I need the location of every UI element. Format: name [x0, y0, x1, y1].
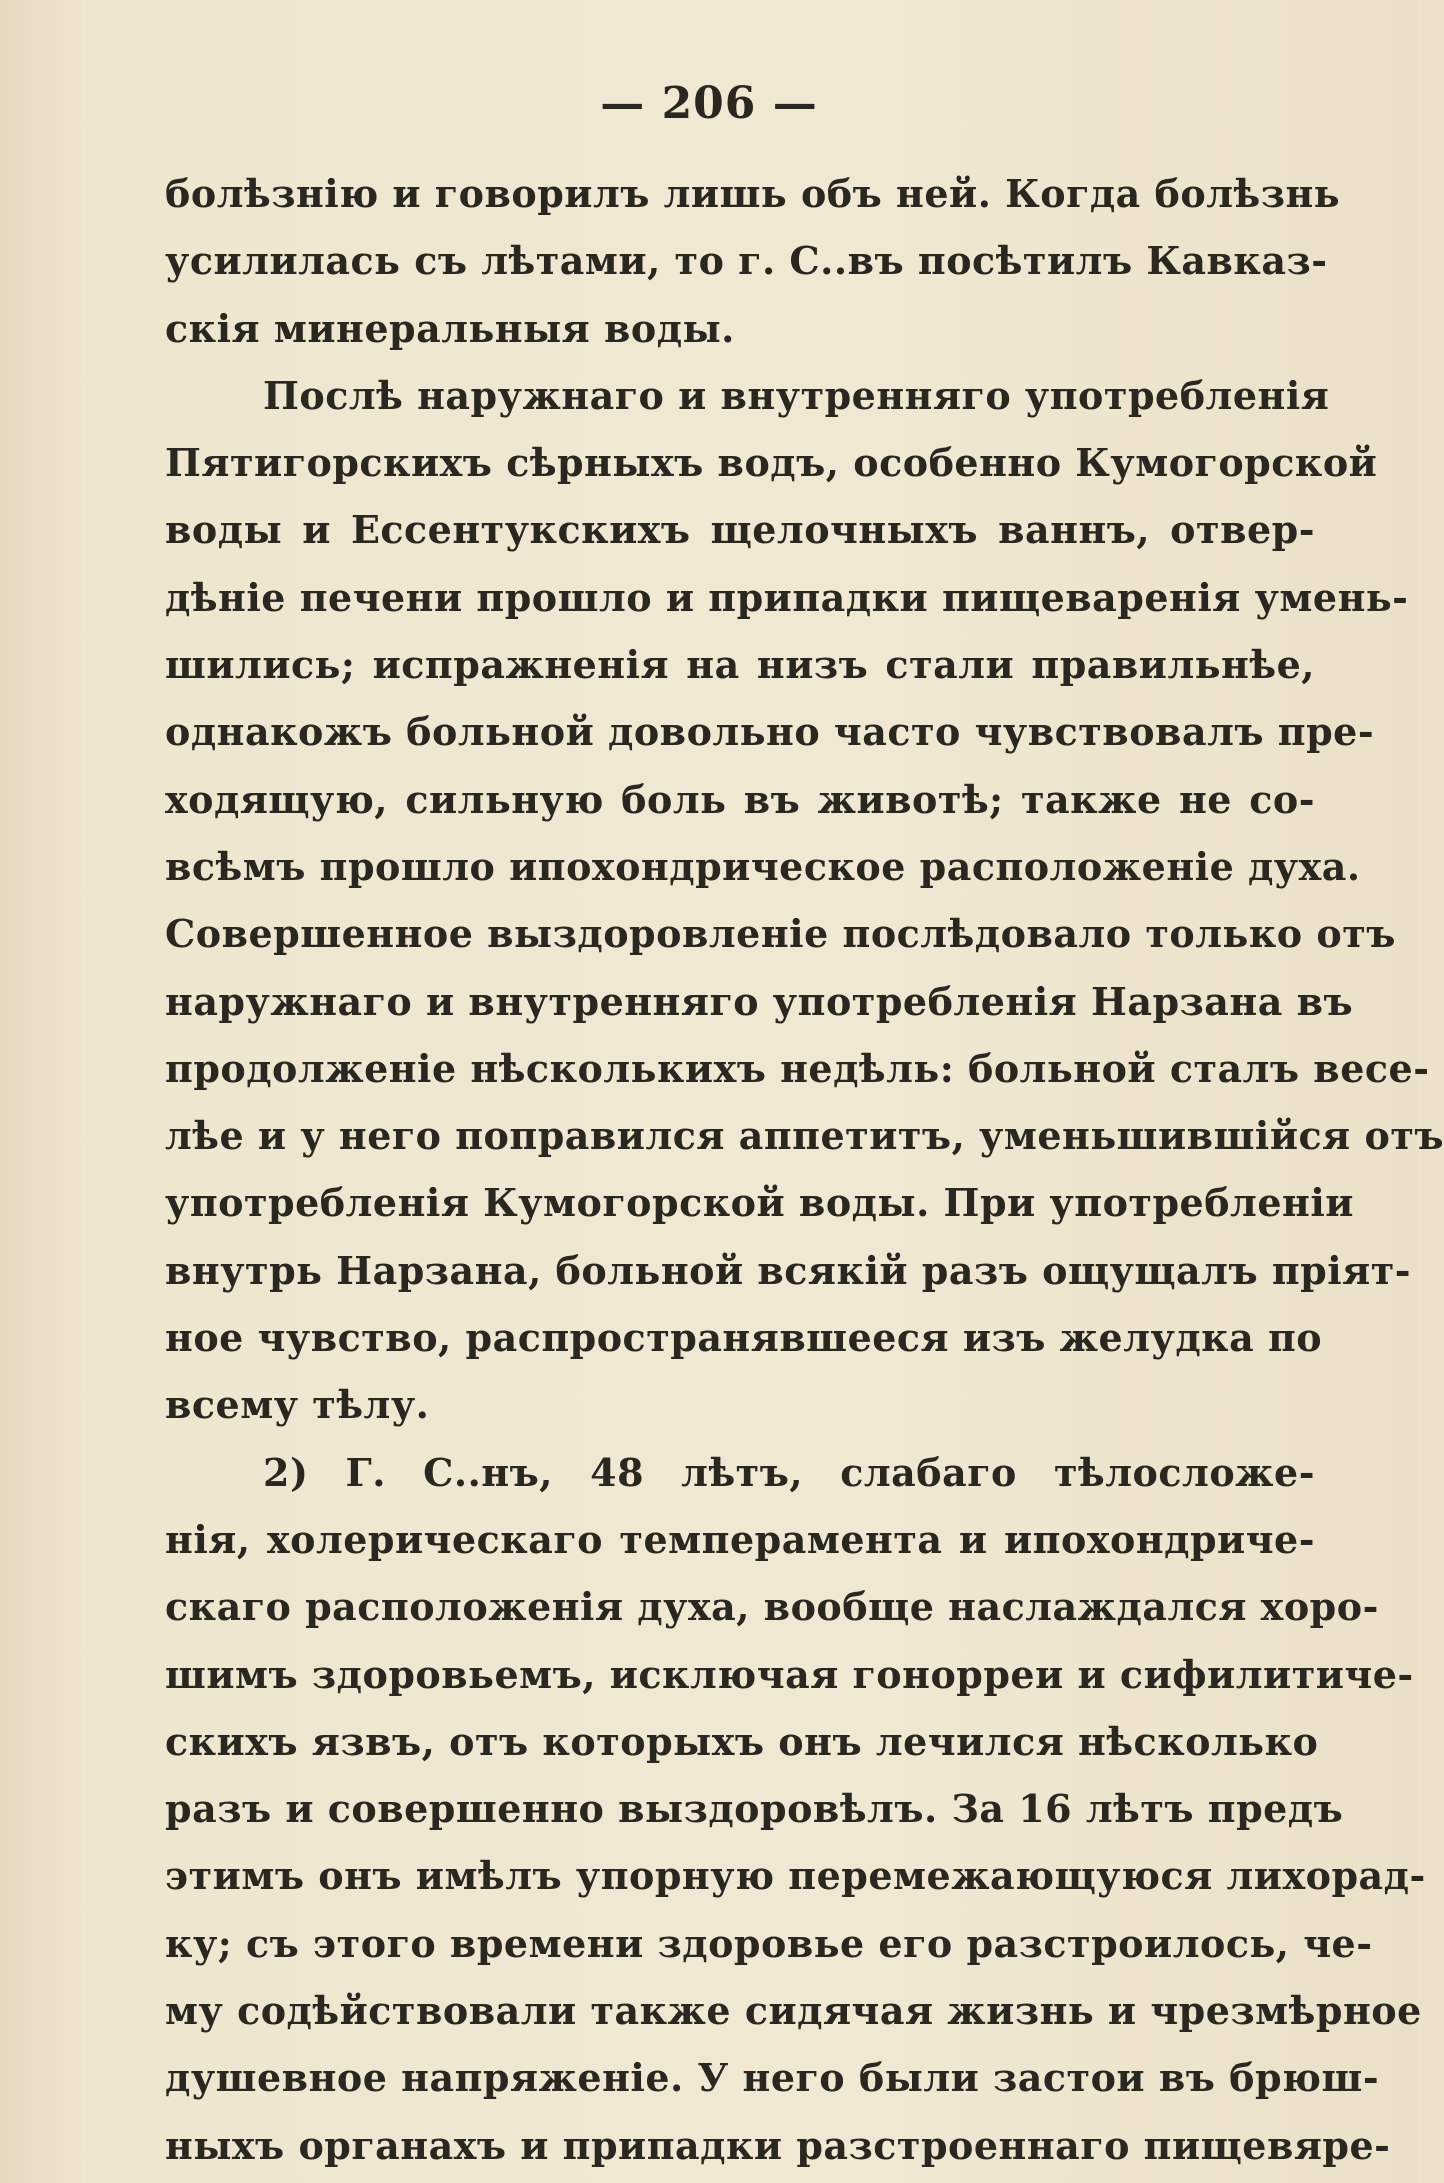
page-number-header: — 206 —: [600, 78, 818, 129]
text-line: скія минеральныя воды.: [165, 305, 735, 351]
text-line: Совершенное выздоровленіе послѣдовало только отъ: [165, 911, 1396, 957]
text-line: му содѣйствовали также сидячая жизнь и чрезмѣрное: [165, 1988, 1422, 2034]
text-line: болѣзнію и говорилъ лишь объ ней. Когда болѣзнь: [165, 171, 1341, 216]
text-line: наружнаго и внутренняго употребленія Нарзана въ: [165, 978, 1354, 1024]
text-line: разъ и совершенно выздоровѣлъ. За 16 лѣтъ предъ: [165, 1786, 1344, 1832]
text-line: шились; испражненія на низъ стали правильнѣе,: [165, 642, 1315, 688]
text-line: лѣе и у него поправился аппетитъ, уменьшившійся отъ: [165, 1113, 1444, 1159]
text-line: нія, холерическаго темперамента и ипохондриче-: [165, 1516, 1315, 1562]
text-line: продолженіе нѣсколькихъ недѣль: больной сталъ весе-: [165, 1045, 1430, 1091]
text-line: ныхъ органахъ и припадки разстроеннаго пищевяре-: [165, 2122, 1391, 2168]
text-line: дѣніе печени прошло и припадки пищеваренія умень-: [165, 574, 1409, 620]
text-line: этимъ онъ имѣлъ упорную перемежающуюся лихорад-: [165, 1853, 1426, 1899]
text-line: употребленія Кумогорской воды. При употребленіи: [165, 1180, 1354, 1226]
text-line: ное чувство, распространявшееся изъ желудка по: [165, 1315, 1323, 1361]
text-line: усилилась съ лѣтами, то г. С..въ посѣтилъ Кавказ-: [165, 238, 1328, 284]
text-line: Пятигорскихъ сѣрныхъ водъ, особенно Кумогорской: [165, 440, 1378, 486]
body-text: [165, 160, 1444, 2179]
text-line: шимъ здоровьемъ, исключая гонорреи и сифилитиче-: [165, 1651, 1414, 1697]
text-line: душевное напряженіе. У него были застои въ брюш-: [165, 2055, 1380, 2101]
text-line: скихъ язвъ, отъ которыхъ онъ лечился нѣсколько: [165, 1718, 1319, 1764]
text-line: ку; съ этого времени здоровье его разстроилось, че-: [165, 1920, 1373, 1966]
text-line: всѣмъ прошло ипохондрическое расположеніе духа.: [165, 843, 1361, 889]
text-line: однакожъ больной довольно часто чувствовалъ пре-: [165, 709, 1375, 755]
text-line: воды и Ессентукскихъ щелочныхъ ваннъ, отвер-: [165, 507, 1315, 553]
text-line: скаго расположенія духа, вообще наслаждался хоро-: [165, 1584, 1379, 1630]
text-line: 2) Г. С..нъ, 48 лѣтъ, слабаго тѣлосложе-: [263, 1449, 1315, 1495]
text-line: Послѣ наружнаго и внутренняго употребленія: [263, 372, 1330, 418]
text-line: ходящую, сильную боль въ животѣ; также не со-: [165, 776, 1315, 822]
text-line: внутрь Нарзана, больной всякій разъ ощущалъ пріят-: [165, 1247, 1412, 1293]
text-line: всему тѣлу.: [165, 1382, 430, 1428]
